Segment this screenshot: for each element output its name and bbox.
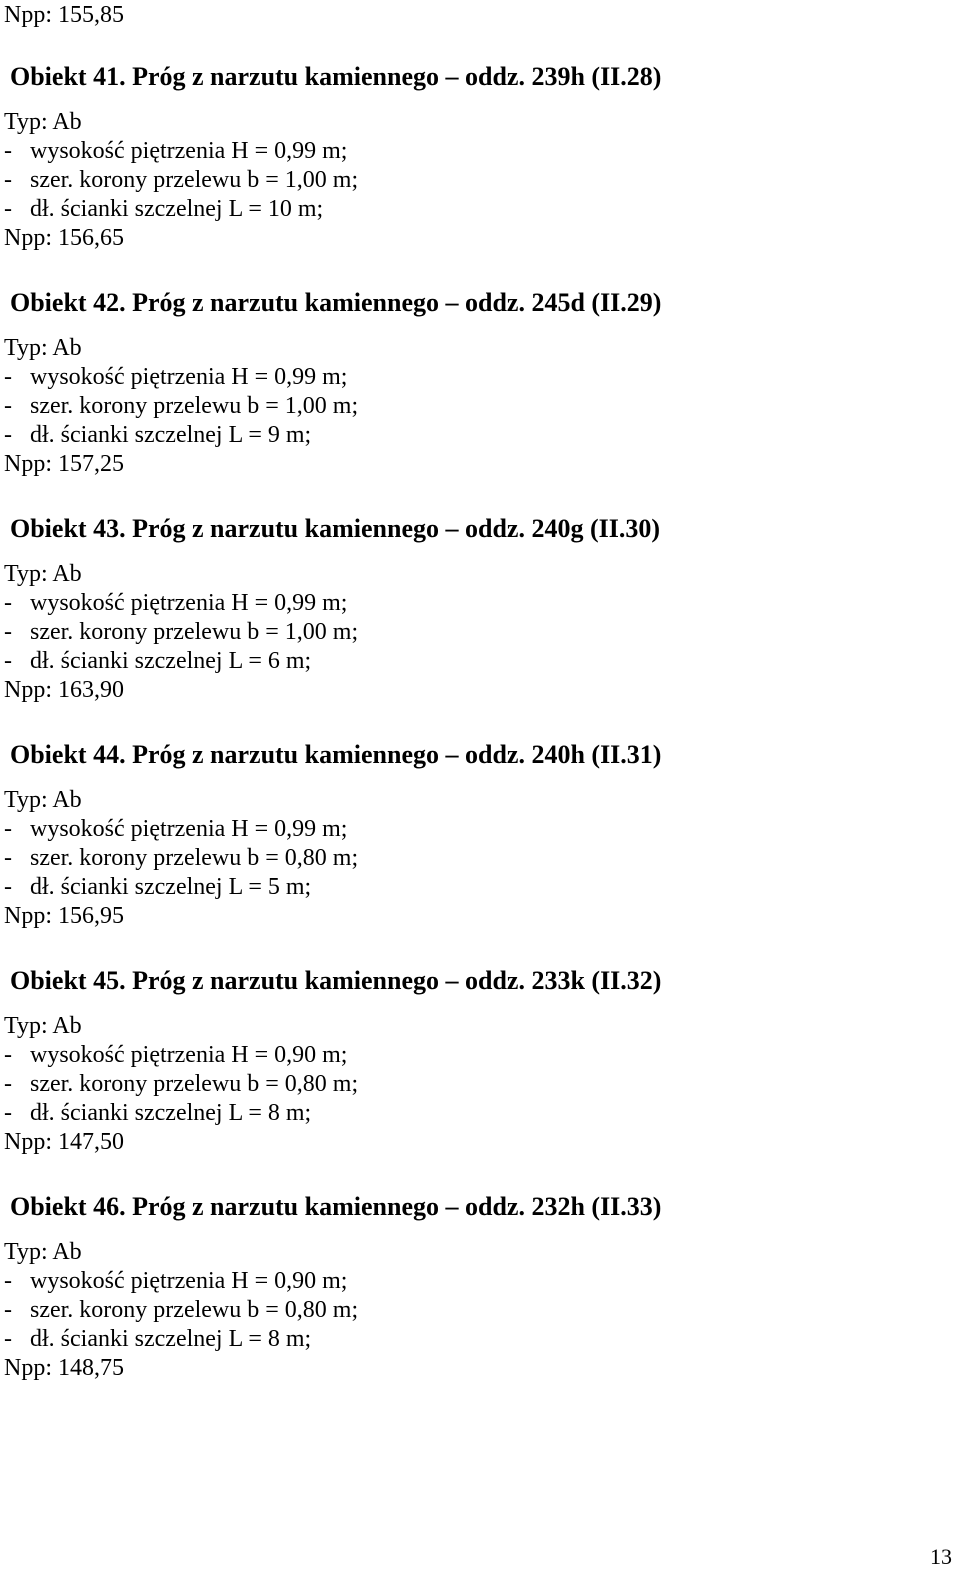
npp-line: Npp: 156,95 [4,903,124,929]
page-number: 13 [930,1544,952,1569]
param-line: - dł. ścianki szczelnej L = 5 m; [4,874,312,900]
param-line: - wysokość piętrzenia H = 0,99 m; [4,816,348,842]
object-heading: Obiekt 45. Próg z narzutu kamiennego – oddz. 233k (II.32) [10,966,662,995]
param-line: - dł. ścianki szczelnej L = 10 m; [4,196,324,222]
object-heading: Obiekt 44. Próg z narzutu kamiennego – oddz. 240h (II.31) [10,740,662,769]
npp-line: Npp: 147,50 [4,1129,124,1155]
param-line: - szer. korony przelewu b = 0,80 m; [4,1071,359,1097]
npp-line: Npp: 156,65 [4,225,124,251]
type-line: Typ: Ab [4,335,82,361]
object-heading: Obiekt 42. Próg z narzutu kamiennego – oddz. 245d (II.29) [10,288,662,317]
param-line: - wysokość piętrzenia H = 0,99 m; [4,364,348,390]
param-line: - szer. korony przelewu b = 1,00 m; [4,167,359,193]
object-heading: Obiekt 43. Próg z narzutu kamiennego – oddz. 240g (II.30) [10,514,660,543]
object-heading: Obiekt 41. Próg z narzutu kamiennego – oddz. 239h (II.28) [10,62,662,91]
param-line: - wysokość piętrzenia H = 0,90 m; [4,1268,348,1294]
param-line: - dł. ścianki szczelnej L = 8 m; [4,1326,312,1352]
npp-line: Npp: 157,25 [4,451,124,477]
type-line: Typ: Ab [4,1013,82,1039]
param-line: - wysokość piętrzenia H = 0,99 m; [4,138,348,164]
object-heading: Obiekt 46. Próg z narzutu kamiennego – oddz. 232h (II.33) [10,1192,662,1221]
param-line: - szer. korony przelewu b = 0,80 m; [4,845,359,871]
type-line: Typ: Ab [4,1239,82,1265]
param-line: - wysokość piętrzenia H = 0,90 m; [4,1042,348,1068]
type-line: Typ: Ab [4,561,82,587]
param-line: - szer. korony przelewu b = 1,00 m; [4,619,359,645]
param-line: - szer. korony przelewu b = 0,80 m; [4,1297,359,1323]
param-line: - szer. korony przelewu b = 1,00 m; [4,393,359,419]
npp-line: Npp: 155,85 [4,2,124,28]
param-line: - wysokość piętrzenia H = 0,99 m; [4,590,348,616]
param-line: - dł. ścianki szczelnej L = 6 m; [4,648,312,674]
param-line: - dł. ścianki szczelnej L = 8 m; [4,1100,312,1126]
npp-line: Npp: 148,75 [4,1355,124,1381]
type-line: Typ: Ab [4,787,82,813]
type-line: Typ: Ab [4,109,82,135]
npp-line: Npp: 163,90 [4,677,124,703]
param-line: - dł. ścianki szczelnej L = 9 m; [4,422,312,448]
